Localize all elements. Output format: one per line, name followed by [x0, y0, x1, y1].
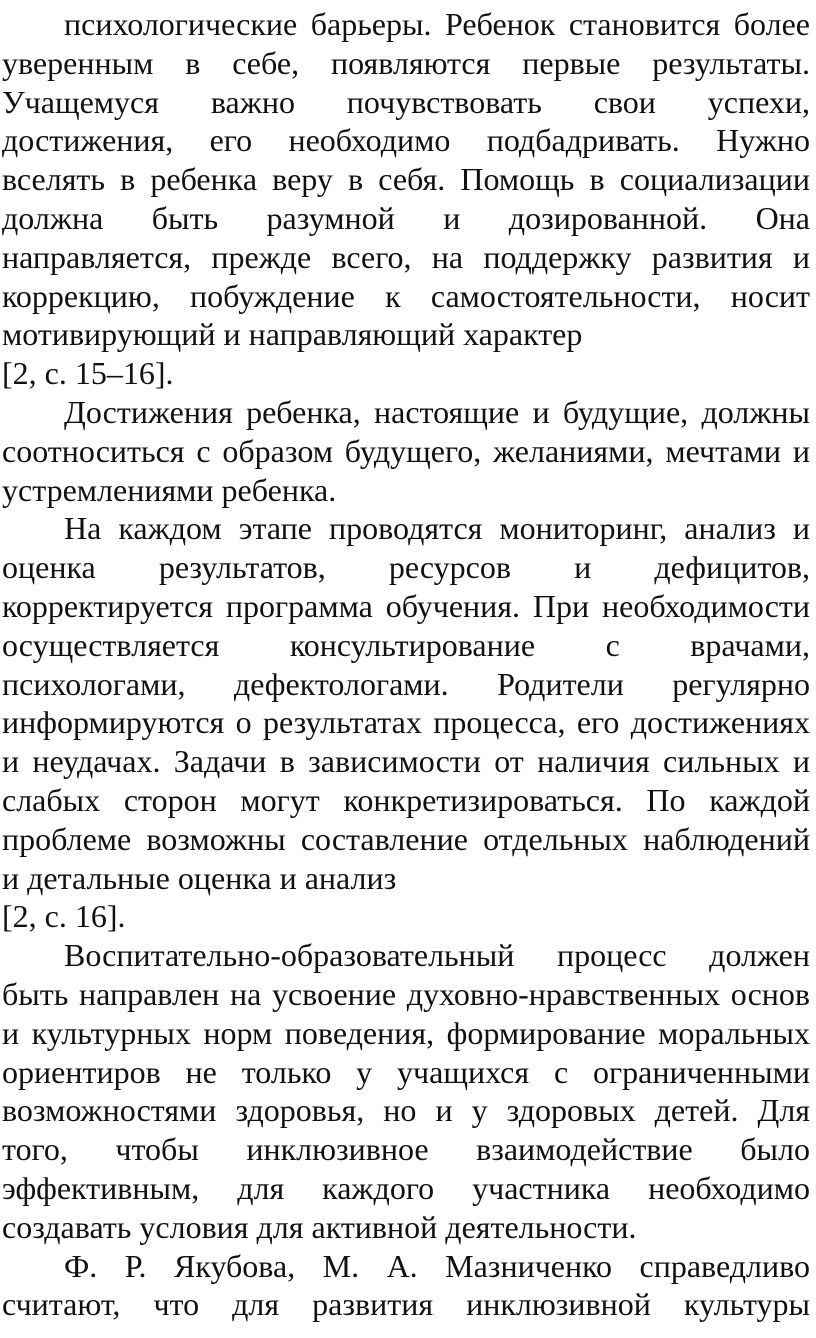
text-line: направляется, прежде всего, на поддержку развития и	[2, 238, 810, 275]
text-line: информируются о результатах процесса, его достижениях	[2, 704, 810, 741]
text-line: ориентиров не только у учащихся с ограниченными	[2, 1053, 810, 1090]
text-line: оценка результатов, ресурсов и дефицитов,	[2, 549, 810, 586]
text-line: психологические барьеры. Ребенок становится более	[64, 6, 810, 42]
text-line: уверенным в себе, появляются первые результаты.	[2, 44, 810, 81]
text-line: соотноситься с образом будущего, желаниями, мечтами и	[2, 432, 810, 469]
text-line: эффективным, для каждого участника необходимо	[2, 1170, 810, 1206]
text-line: должна быть разумной и дозированной. Она	[2, 200, 810, 236]
text-line: того, чтобы инклюзивное взаимодействие было	[2, 1131, 810, 1168]
text-line: возможностями здоровья, но и у здоровых детей. Для	[2, 1092, 810, 1129]
text-line: Ф. Р. Якубова, М. А. Мазниченко справедливо	[64, 1247, 810, 1284]
text-line: и культурных норм поведения, формирование моральных	[2, 1014, 810, 1051]
text-line: слабых сторон могут конкретизироваться. По каждой	[2, 782, 810, 818]
text-line: устремлениями ребенка.	[2, 471, 337, 508]
text-line: Воспитательно-образовательный процесс должен	[64, 937, 810, 974]
text-line: Учащемуся важно почувствовать свои успехи,	[2, 83, 810, 120]
text-line: и неудачах. Задачи в зависимости от наличия сильных и	[2, 743, 810, 780]
text-line: корректируется программа обучения. При необходимости	[2, 588, 810, 624]
text-line: считают, что для развития инклюзивной культуры	[2, 1286, 810, 1323]
text-line: мотивирующий и направляющий характер	[2, 316, 583, 353]
text-line: создавать условия для активной деятельности.	[2, 1208, 637, 1245]
text-line: [2, с. 16].	[2, 898, 126, 935]
text-line: вселять в ребенка веру в себя. Помощь в социализации	[2, 161, 810, 198]
text-line: психологами, дефектологами. Родители регулярно	[2, 665, 810, 702]
text-line: достижения, его необходимо подбадривать. Нужно	[2, 122, 810, 159]
text-line: [2, с. 15–16].	[2, 355, 174, 392]
text-line: осуществляется консультирование с врачами,	[2, 626, 810, 663]
text-line: и детальные оценка и анализ	[2, 859, 397, 896]
text-line: На каждом этапе проводятся мониторинг, анализ и	[64, 510, 810, 547]
text-line: быть направлен на усвоение духовно-нравственных основ	[2, 976, 810, 1012]
text-line: коррекцию, побуждение к самостоятельности, носит	[2, 277, 810, 314]
text-line: проблеме возможны составление отдельных наблюдений	[2, 820, 810, 857]
text-line: Достижения ребенка, настоящие и будущие, должны	[64, 394, 810, 430]
